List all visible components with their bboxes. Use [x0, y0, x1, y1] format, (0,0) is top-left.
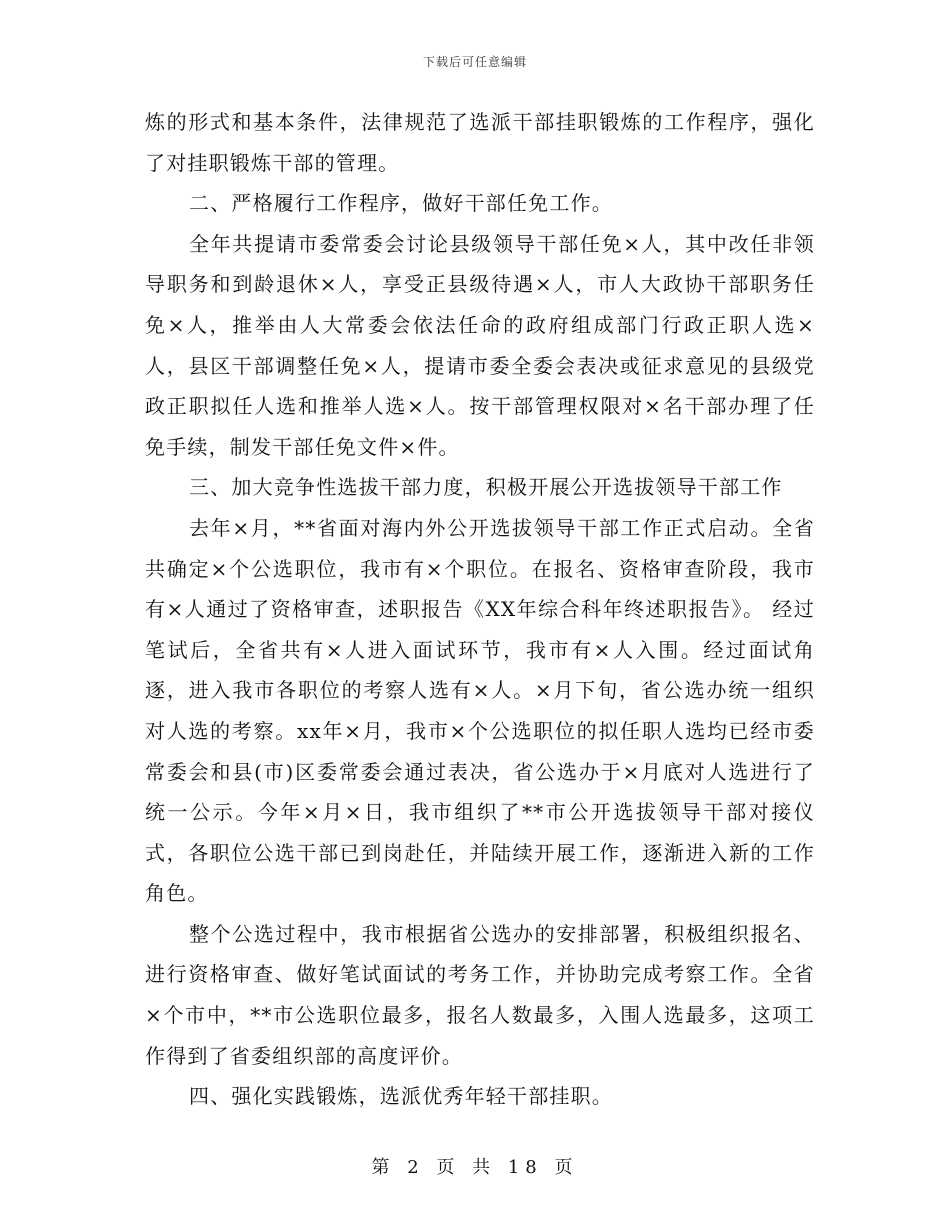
section-heading-2: 二、严格履行工作程序，做好干部任免工作。: [189, 191, 613, 216]
section-heading-4: 四、强化实践锻炼，选派优秀年轻干部挂职。: [189, 1084, 613, 1109]
paragraph: 全年共提请市委常委会讨论县级领导干部任免×人，其中改任非领导职务和到龄退休×人，享受正县级待遇×人，市人大政协干部职务任免×人，推举由人大常委会依法任命的政府组成部门行政正职人选×人，县区干部调整任免×人，提请市委全委会表决或征求意见的县级党政正职拟任人选和推举人选×人。按干部管理权限对×名干部办理了任免手续，制发干部任免文件×件。: [145, 231, 815, 459]
paragraph-continuation: 炼的形式和基本条件，法律规范了选派干部挂职锻炼的工作程序，强化了对挂职锻炼干部的管理。: [145, 110, 815, 175]
section-heading-3: 三、加大竞争性选拔干部力度，积极开展公开选拔领导干部工作: [189, 475, 783, 500]
page-header: 下载后可任意编辑: [422, 55, 527, 69]
paragraph: 整个公选过程中，我市根据省公选办的安排部署，积极组织报名、进行资格审查、做好笔试面试的考务工作，并协助完成考察工作。全省×个市中，**市公选职位最多，报名人数最多，入围人选最多，这项工作得到了省委组织部的高度评价。: [145, 921, 815, 1068]
paragraph: 去年×月，**省面对海内外公开选拔领导干部工作正式启动。全省共确定×个公选职位，我市有×个职位。在报名、资格审查阶段，我市有×人通过了资格审查，述职报告《XX年综合科年终述职报告》。 经过笔试后，全省共有×人进入面试环节，我市有×人入围。经过面试角逐，进入我市各职位的考察人选有×人。×月下旬，省公选办统一组织对人选的考察。xx年×月，我市×个公选职位的拟任职人选均已经市委常委会和县(市)区委常委会通过表决，省公选办于×月底对人选进行了统一公示。今年×月×日，我市组织了**市公开选拔领导干部对接仪式，各职位公选干部已到岗赴任，并陆续开展工作，逐渐进入新的工作角色。: [145, 515, 815, 906]
page-footer: 第 2 页 共 18 页: [371, 1157, 579, 1178]
document-body: [145, 102, 815, 1117]
